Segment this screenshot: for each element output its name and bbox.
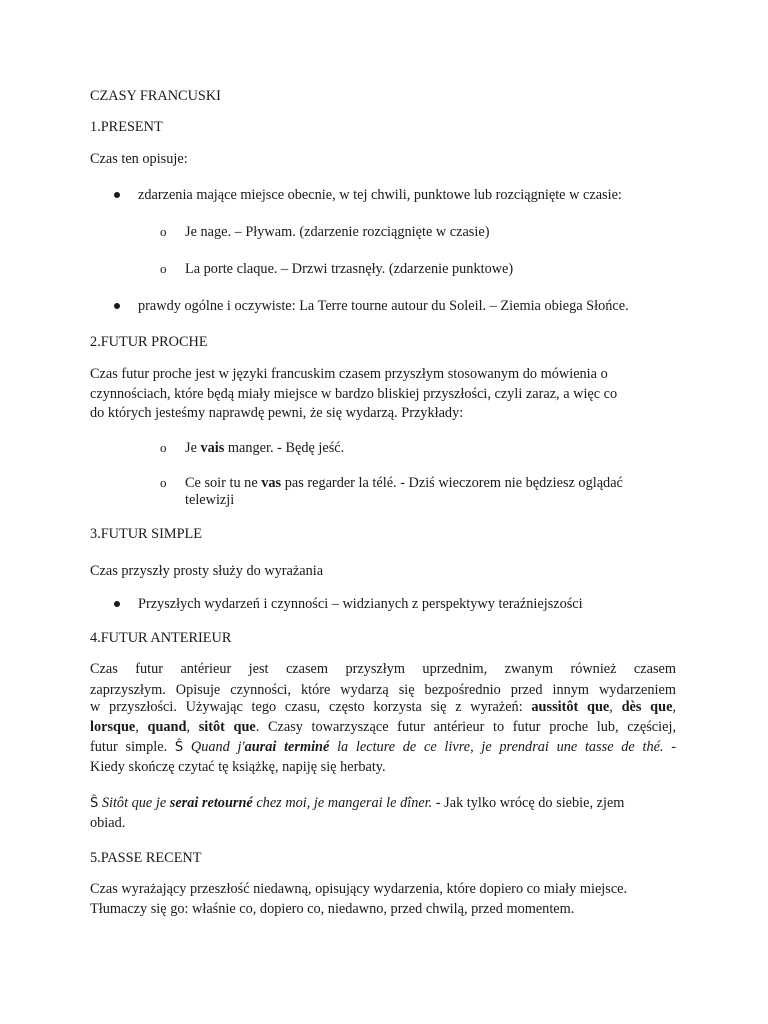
passe-recent-line-2: Tłumaczy się go: właśnie co, dopiero co, niedawno, przed chwilą, przed momentem. <box>90 901 575 917</box>
present-intro: Czas ten opisuje: <box>90 151 188 167</box>
section-heading-futur-proche: 2.FUTUR PROCHE <box>90 334 208 350</box>
futur-anterieur-line-1: Czas futur antérieur jest czasem przyszłym uprzednim, zwanym również czasem <box>90 661 676 677</box>
passe-recent-line-1: Czas wyrażający przeszłość niedawną, opisujący wydarzenia, które dopiero co miały miejsce. <box>90 881 628 897</box>
document-title: CZASY FRANCUSKI <box>90 88 221 104</box>
futur-anterieur-line-3: w przyszłości. Używając tego czasu, często korzysta się z wyrażeń: aussitôt que, dès que, <box>90 699 676 715</box>
futur-anterieur-line-6: Kiedy skończę czytać tę książkę, napiję się herbaty. <box>90 759 386 775</box>
futur-simple-bullet-1: Przyszłych wydarzeń i czynności – widzianych z perspektywy teraźniejszości <box>138 596 583 612</box>
sub-bullet-icon: o <box>160 261 167 276</box>
futur-simple-intro: Czas przyszły prosty służy do wyrażania <box>90 563 324 579</box>
futur-proche-para-line-1: Czas futur proche jest w języki francuskim czasem przyszłym stosowanym do mówienia o <box>90 366 608 382</box>
sub-bullet-icon: o <box>160 224 167 239</box>
futur-anterieur-line-4: lorsque, quand, sitôt que. Czasy towarzyszące futur antérieur to futur proche lub, częściej, <box>90 719 677 735</box>
section-heading-present: 1.PRESENT <box>90 119 163 135</box>
futur-proche-example-2-line-2: telewizji <box>185 492 235 508</box>
present-sub-1: Je nage. – Pływam. (zdarzenie rozciągnięte w czasie) <box>185 224 490 240</box>
present-bullet-1: zdarzenia mające miejsce obecnie, w tej chwili, punktowe lub rozciągnięte w czasie: <box>138 187 622 203</box>
present-sub-2: La porte claque. – Drzwi trzasnęły. (zdarzenie punktowe) <box>185 261 514 277</box>
present-bullet-2: prawdy ogólne i oczywiste: La Terre tourne autour du Soleil. – Ziemia obiega Słońce. <box>138 298 629 314</box>
futur-proche-example-2: Ce soir tu ne vas pas regarder la télé. - Dziś wieczorem nie będziesz oglądać <box>185 475 623 491</box>
futur-anterieur-line-2: zaprzyszłym. Opisuje czynności, które wydarzą się bezpośrednio przed innym wydarzeniem <box>90 682 676 698</box>
section-heading-futur-anterieur: 4.FUTUR ANTERIEUR <box>90 630 232 646</box>
bullet-icon <box>114 192 120 198</box>
futur-proche-para-line-2: czynnościach, które będą miały miejsce w bardzo bliskiej przyszłości, czyli zaraz, a więc co <box>90 386 618 402</box>
section-heading-futur-simple: 3.FUTUR SIMPLE <box>90 526 203 542</box>
futur-proche-example-1: Je vais manger. - Będę jeść. <box>185 440 345 456</box>
sub-bullet-icon: o <box>160 440 167 455</box>
futur-anterieur-example-line-2: obiad. <box>90 815 126 831</box>
futur-anterieur-example: Ŝ Sitôt que je serai retourné chez moi, je mangerai le dîner. - Jak tylko wrócę do siebie, zjem <box>90 795 625 811</box>
arrow-icon: Ŝ <box>174 740 184 755</box>
bullet-icon <box>114 303 120 309</box>
section-heading-passe-recent: 5.PASSE RECENT <box>90 850 202 866</box>
sub-bullet-icon: o <box>160 475 167 490</box>
arrow-icon: Ŝ <box>90 796 99 811</box>
bullet-icon <box>114 601 120 607</box>
futur-proche-para-line-3: do których jesteśmy naprawdę pewni, że się wydarzą. Przykłady: <box>90 405 464 421</box>
futur-anterieur-line-5: futur simple. Ŝ Quand j'aurai terminé la lecture de ce livre, je prendrai une tasse de thé. - <box>90 739 677 755</box>
